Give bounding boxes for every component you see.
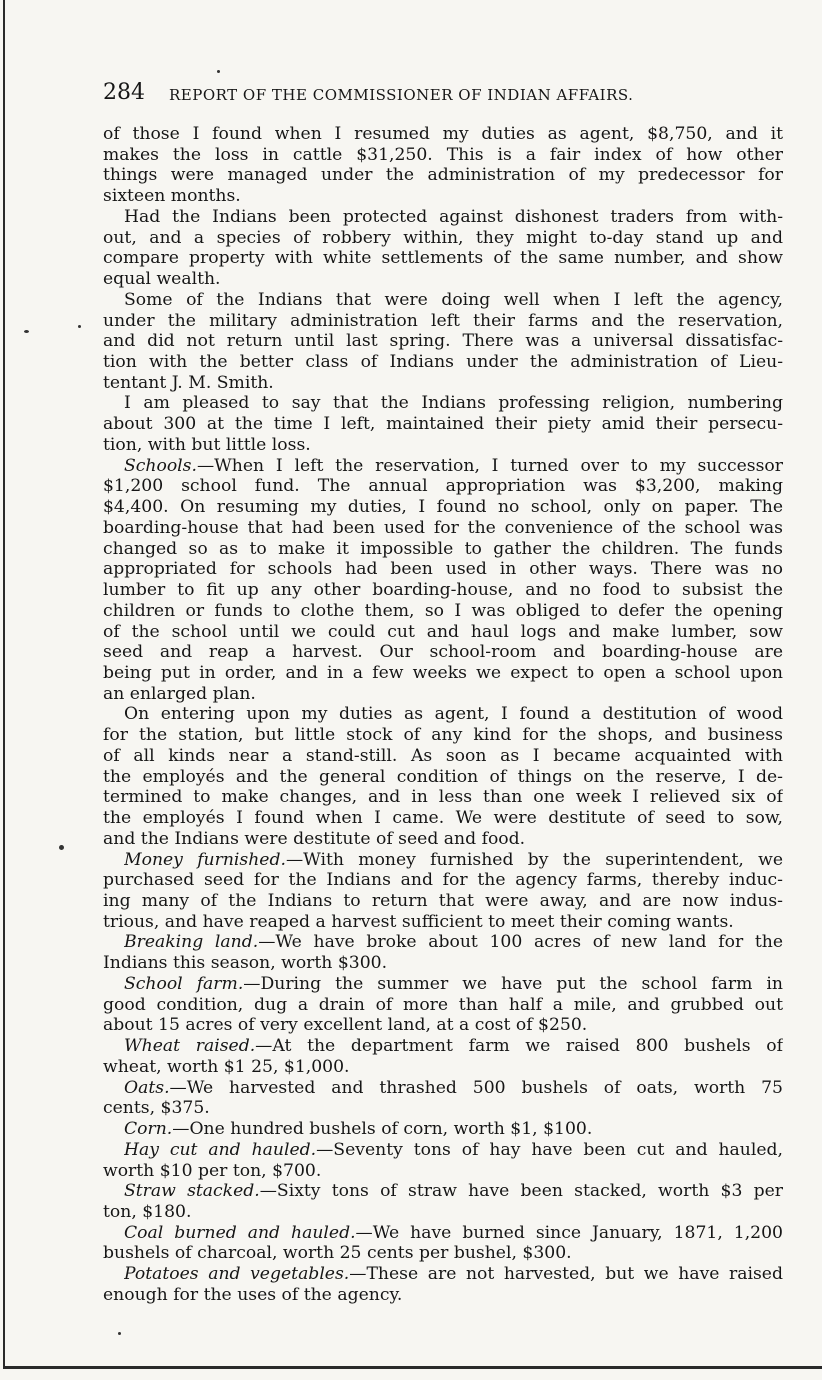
- line-text: seed and reap a harvest. Our school-room and boarding-house are: [103, 642, 783, 662]
- text-line: [103, 186, 783, 207]
- text-line: [124, 1119, 783, 1140]
- line-text: tion, with but little loss.: [103, 435, 311, 455]
- text-line: [124, 1223, 783, 1244]
- line-text: about 15 acres of very excellent land, at a cost of $250.: [103, 1015, 588, 1035]
- page-bottom-border: [3, 1366, 822, 1369]
- text-line: [103, 373, 783, 394]
- text-line: [124, 290, 783, 311]
- text-line: [124, 393, 783, 414]
- text-line: [103, 787, 783, 808]
- side-heading: Oats.: [124, 1078, 170, 1098]
- line-text: compare property with white settlements of the same number, and show: [103, 248, 783, 268]
- line-text: —We have broke about 100 acres of new land for the: [258, 932, 783, 952]
- line-text: —At the department farm we raised 800 bushels of: [255, 1036, 783, 1056]
- text-line: [103, 414, 783, 435]
- text-line: [124, 1140, 783, 1161]
- text-line: [103, 622, 783, 643]
- text-line: [103, 1202, 783, 1223]
- text-line: [103, 476, 783, 497]
- side-heading: Corn.: [124, 1119, 173, 1139]
- text-line: [103, 808, 783, 829]
- text-line: [124, 1181, 783, 1202]
- text-line: [103, 352, 783, 373]
- line-text: bushels of charcoal, worth 25 cents per bushel, $300.: [103, 1243, 572, 1263]
- line-text: good condition, dug a drain of more than half a mile, and grubbed out: [103, 995, 783, 1015]
- running-head: REPORT OF THE COMMISSIONER OF INDIAN AFFAIRS.: [169, 86, 634, 104]
- text-line: [124, 974, 783, 995]
- text-line: [103, 870, 783, 891]
- text-line: [124, 704, 783, 725]
- side-heading: School farm.: [124, 974, 244, 994]
- text-line: [103, 767, 783, 788]
- line-text: termined to make changes, and in less than one week I relieved six of: [103, 787, 783, 807]
- text-line: [103, 331, 783, 352]
- text-line: [103, 145, 783, 166]
- text-line: [124, 456, 783, 477]
- line-text: On entering upon my duties as agent, I found a destitution of wood: [124, 704, 783, 724]
- side-heading: Schools.: [124, 456, 197, 476]
- ink-speck: [59, 845, 64, 850]
- side-heading: Wheat raised.: [124, 1036, 256, 1056]
- line-text: boarding-house that had been used for the convenience of the school was: [103, 518, 783, 538]
- text-line: [103, 1057, 783, 1078]
- line-text: cents, $375.: [103, 1098, 210, 1118]
- text-line: [103, 1161, 783, 1182]
- line-text: trious, and have reaped a harvest sufficient to meet their coming wants.: [103, 912, 734, 932]
- line-text: —During the summer we have put the school farm in: [243, 974, 783, 994]
- line-text: being put in order, and in a few weeks we expect to open a school upon: [103, 663, 783, 683]
- line-text: —We have burned since January, 1871, 1,200: [355, 1223, 783, 1243]
- line-text: lumber to fit up any other boarding-house, and no food to subsist the: [103, 580, 783, 600]
- text-line: [103, 269, 783, 290]
- ink-speck: [118, 1332, 121, 1335]
- text-line: [124, 207, 783, 228]
- line-text: —We harvested and thrashed 500 bushels of oats, worth 75: [169, 1078, 783, 1098]
- side-heading: Breaking land.: [124, 932, 259, 952]
- text-line: [103, 912, 783, 933]
- text-line: [103, 539, 783, 560]
- text-line: [124, 1036, 783, 1057]
- line-text: an enlarged plan.: [103, 684, 256, 704]
- text-line: [103, 995, 783, 1016]
- text-line: [124, 932, 783, 953]
- text-line: [103, 124, 783, 145]
- line-text: makes the loss in cattle $31,250. This is a fair index of how other: [103, 145, 783, 165]
- line-text: ton, $180.: [103, 1202, 192, 1222]
- text-line: [103, 435, 783, 456]
- line-text: under the military administration left their farms and the reservation,: [103, 311, 783, 331]
- text-line: [103, 746, 783, 767]
- line-text: —When I left the reservation, I turned over to my successor: [196, 456, 783, 476]
- line-text: I am pleased to say that the Indians professing religion, numbering: [124, 393, 783, 413]
- text-line: [103, 684, 783, 705]
- text-line: [103, 1015, 783, 1036]
- line-text: $1,200 school fund. The annual appropriation was $3,200, making: [103, 476, 783, 496]
- line-text: Indians this season, worth $300.: [103, 953, 388, 973]
- ink-speck: [78, 325, 81, 328]
- side-heading: Potatoes and vegetables.: [124, 1264, 350, 1284]
- line-text: ing many of the Indians to return that were away, and are now indus-: [103, 891, 783, 911]
- page-number: 284: [103, 80, 145, 105]
- line-text: —These are not harvested, but we have raised: [349, 1264, 783, 1284]
- text-line: [103, 497, 783, 518]
- line-text: equal wealth.: [103, 269, 221, 289]
- page-header: [103, 80, 783, 110]
- text-line: [124, 850, 783, 871]
- text-line: [103, 311, 783, 332]
- text-line: [103, 248, 783, 269]
- text-line: [103, 580, 783, 601]
- text-line: [103, 953, 783, 974]
- line-text: out, and a species of robbery within, they might to-day stand up and: [103, 228, 783, 248]
- line-text: things were managed under the administration of my predecessor for: [103, 165, 783, 185]
- ink-speck: [24, 330, 29, 333]
- line-text: the employés I found when I came. We were destitute of seed to sow,: [103, 808, 783, 828]
- text-line: [124, 1264, 783, 1285]
- line-text: Some of the Indians that were doing well when I left the agency,: [124, 290, 783, 310]
- line-text: $4,400. On resuming my duties, I found no school, only on paper. The: [103, 497, 783, 517]
- text-line: [103, 829, 783, 850]
- text-line: [103, 891, 783, 912]
- text-line: [124, 1078, 783, 1099]
- line-text: of the school until we could cut and haul logs and make lumber, sow: [103, 622, 783, 642]
- line-text: —One hundred bushels of corn, worth $1, $100.: [172, 1119, 593, 1139]
- text-line: [103, 642, 783, 663]
- line-text: —Sixty tons of straw have been stacked, worth $3 per: [259, 1181, 783, 1201]
- text-line: [103, 559, 783, 580]
- text-line: [103, 725, 783, 746]
- line-text: tion with the better class of Indians under the administration of Lieu-: [103, 352, 783, 372]
- side-heading: Hay cut and hauled.: [124, 1140, 317, 1160]
- line-text: and the Indians were destitute of seed and food.: [103, 829, 526, 849]
- text-line: [103, 518, 783, 539]
- line-text: changed so as to make it impossible to gather the children. The funds: [103, 539, 783, 559]
- side-heading: Coal burned and hauled.: [124, 1223, 356, 1243]
- line-text: of those I found when I resumed my duties as agent, $8,750, and it: [103, 124, 783, 144]
- line-text: of all kinds near a stand-still. As soon as I became acquainted with: [103, 746, 783, 766]
- line-text: enough for the uses of the agency.: [103, 1285, 403, 1305]
- line-text: —With money furnished by the superintendent, we: [285, 850, 783, 870]
- side-heading: Straw stacked.: [124, 1181, 260, 1201]
- text-line: [103, 1098, 783, 1119]
- line-text: sixteen months.: [103, 186, 241, 206]
- side-heading: Money furnished.: [124, 850, 286, 870]
- line-text: purchased seed for the Indians and for the agency farms, thereby induc-: [103, 870, 783, 890]
- line-text: the employés and the general condition of things on the reserve, I de-: [103, 767, 783, 787]
- line-text: appropriated for schools had been used in other ways. There was no: [103, 559, 783, 579]
- line-text: for the station, but little stock of any kind for the shops, and business: [103, 725, 783, 745]
- line-text: worth $10 per ton, $700.: [103, 1161, 322, 1181]
- text-line: [103, 228, 783, 249]
- text-line: [103, 1285, 783, 1306]
- line-text: and did not return until last spring. There was a universal dissatisfac-: [103, 331, 783, 351]
- line-text: wheat, worth $1 25, $1,000.: [103, 1057, 350, 1077]
- text-line: [103, 663, 783, 684]
- line-text: —Seventy tons of hay have been cut and hauled,: [316, 1140, 783, 1160]
- text-line: [103, 1243, 783, 1264]
- page-left-border: [3, 0, 5, 1368]
- line-text: tentant J. M. Smith.: [103, 373, 274, 393]
- line-text: about 300 at the time I left, maintained their piety amid their persecu-: [103, 414, 783, 434]
- text-line: [103, 601, 783, 622]
- ink-speck: [217, 70, 220, 73]
- text-line: [103, 165, 783, 186]
- line-text: Had the Indians been protected against dishonest traders from with-: [124, 207, 783, 227]
- line-text: children or funds to clothe them, so I was obliged to defer the opening: [103, 601, 783, 621]
